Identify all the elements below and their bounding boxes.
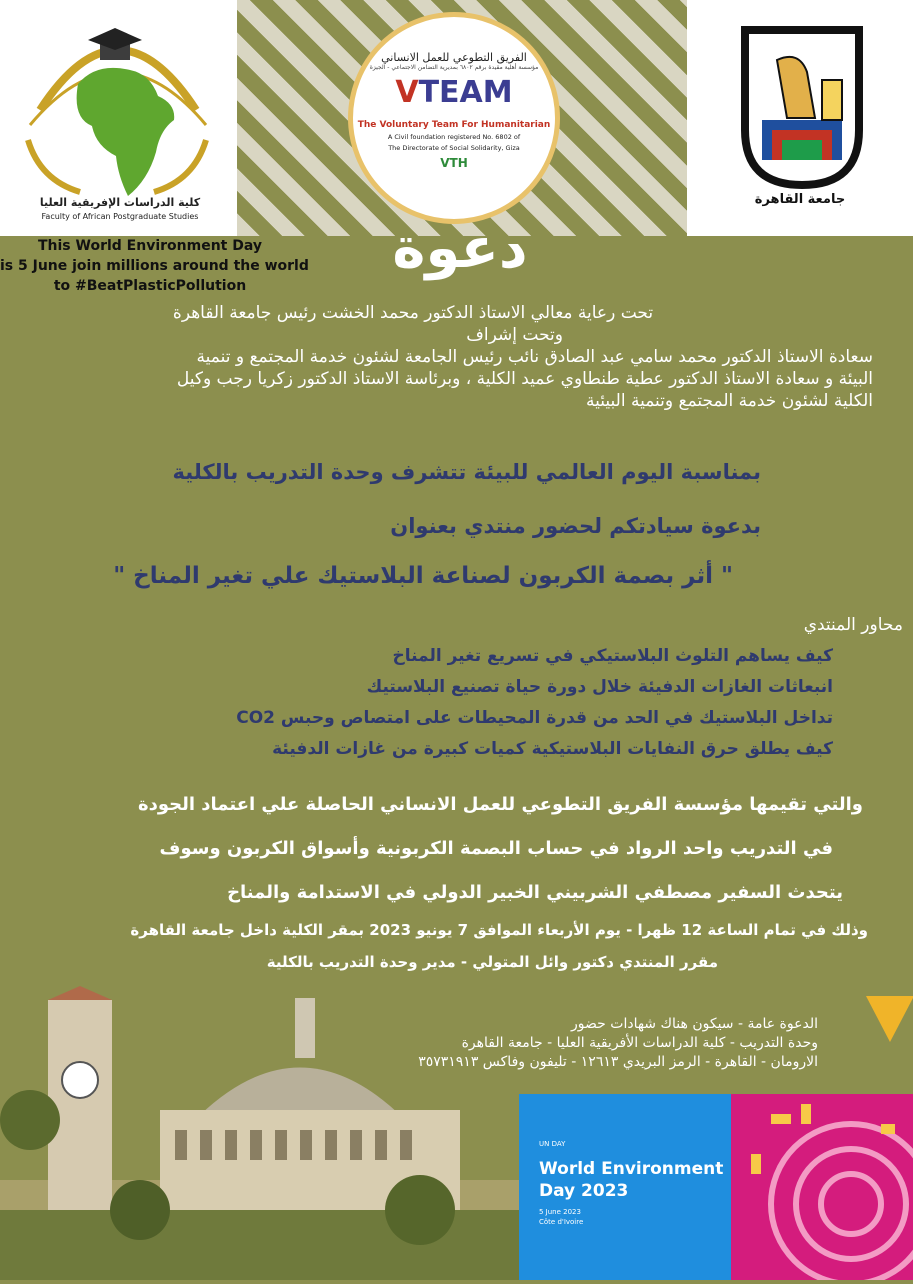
organizer-line-1: والتي تقيمها مؤسسة الفريق التطوعي للعمل الانساني الحاصلة علي اعتماد الجودة <box>137 794 863 815</box>
event-time-place: وذلك في تمام الساعة 12 ظهرا - يوم الأربعاء الموافق 7 يونيو 2023 بمقر الكلية داخل جامعة القاهرة <box>130 921 868 939</box>
organizer-line-2: في التدريب واحد الرواد في حساب البصمة الكربونية وأسواق الكربون وسوف <box>159 838 833 859</box>
world-environment-day-banner <box>0 236 309 296</box>
sponsorship-block <box>33 302 873 412</box>
vth-mark: VTH <box>440 156 468 170</box>
cairo-university-campus-photo <box>0 980 520 1280</box>
sponsor-line-2: وتحت إشراف <box>466 325 563 345</box>
campus-building-icon <box>0 980 520 1280</box>
wed-card-blue-panel <box>519 1094 731 1280</box>
banner-line-1: This World Environment Day <box>37 238 262 254</box>
organizer-line-3: يتحدث السفير مصطفي الشربيني الخبير الدولي في الاستدامة والمناخ <box>227 882 843 903</box>
sponsor-line-1: تحت رعاية معالي الاستاذ الدكتور محمد الخشت رئيس جامعة القاهرة <box>172 303 654 323</box>
banner-line-3: to #BeatPlasticPollution <box>53 278 247 294</box>
sponsor-line-4: البيئة و سعادة الاستاذ الدكتور عطية طنطاوي عميد الكلية ، وبرئاسة الاستاذ الدكتور زكريا رجب وكيل <box>176 369 873 389</box>
world-environment-day-card <box>519 1094 913 1280</box>
vteam-wordmark <box>353 75 555 110</box>
invitation-title: دعوة <box>392 216 528 281</box>
banner-line-2: is 5 June join millions around the world <box>0 258 309 274</box>
wed-card-title <box>539 1158 729 1202</box>
wed-title-line-2: Day 2023 <box>539 1181 629 1201</box>
organizer-block <box>3 783 863 915</box>
contact-line-1: الدعوة عامة - سيكون هناك شهادات حضور <box>571 1016 818 1032</box>
team-registration-arabic: مؤسسة أهلية مقيدة برقم ٦٨٠٢ بمديرية التضامن الاجتماعي - الجيزة <box>369 64 539 71</box>
yellow-triangle-icon <box>866 996 913 1042</box>
faculty-name-english: Faculty of African Postgraduate Studies <box>41 212 199 221</box>
v-letter-icon: V <box>395 75 419 110</box>
team-name-arabic: الفريق التطوعي للعمل الانساني <box>381 51 527 64</box>
forum-axes <box>23 610 903 765</box>
contact-line-3: الارومان - القاهرة - الرمز البريدي ١٢٦١٣ - تليفون وفاكس ٣٥٧٣١٩١٣ <box>418 1054 818 1070</box>
team-registration-english-1: A Civil foundation registered No. 6802 of <box>387 133 521 141</box>
axis-item: تداخل البلاستيك في الحد من قدرة المحيطات على امتصاص وحبس CO2 <box>236 708 833 728</box>
wed-title-line-1: World Environment <box>539 1159 724 1179</box>
invite-line: بدعوة سيادتكم لحضور منتدي بعنوان <box>390 514 761 538</box>
sponsor-line-3: سعادة الاستاذ الدكتور محمد سامي عبد الصادق نائب رئيس الجامعة لشئون خدمة المجتمع و تنمية <box>196 347 873 367</box>
team-registration-english-2: The Directorate of Social Solidarity, Giza <box>388 144 520 152</box>
event-details <box>8 914 868 978</box>
faculty-name-arabic: كلية الدراسات الإفريقية العليا <box>39 196 201 209</box>
contact-line-2: وحدة التدريب - كلية الدراسات الأفريقية العليا - جامعة القاهرة <box>461 1035 818 1051</box>
wed-card-pink-panel <box>731 1094 913 1280</box>
university-name: جامعة القاهرة <box>754 192 846 207</box>
sunburst-pattern-icon <box>731 1094 913 1280</box>
wed-place: Côte d'Ivoire <box>539 1218 584 1226</box>
sponsor-line-5: الكلية لشئون خدمة المجتمع وتنمية البيئية <box>586 391 873 411</box>
axis-item: انبعاثات الغازات الدفيئة خلال دورة حياة تصنيع البلاستيك <box>366 677 833 697</box>
wed-date: 5 June 2023 <box>539 1208 581 1216</box>
axes-heading: محاور المنتدي <box>803 615 903 635</box>
forum-rapporteur: مقرر المنتدي دكتور وائل المتولي - مدير وحدة التدريب بالكلية <box>266 953 718 971</box>
axis-item: كيف يطلق حرق النفايات البلاستيكية كميات كبيرة من غازات الدفيئة <box>272 739 833 759</box>
axis-item: كيف يساهم التلوث البلاستيكي في تسريع تغير المناخ <box>392 646 833 666</box>
occasion-line: بمناسبة اليوم العالمي للبيئة تتشرف وحدة التدريب بالكلية <box>172 460 761 484</box>
vteam-logo <box>348 12 560 224</box>
team-logo-text: TEAM <box>418 75 513 110</box>
team-name-english: The Voluntary Team For Humanitarian <box>357 120 551 130</box>
un-day-label: UN DAY <box>539 1140 566 1148</box>
wed-card-subtitle <box>539 1207 583 1227</box>
forum-title: " أثر بصمة الكربون لصناعة البلاستيك علي تغير المناخ " <box>113 563 733 589</box>
